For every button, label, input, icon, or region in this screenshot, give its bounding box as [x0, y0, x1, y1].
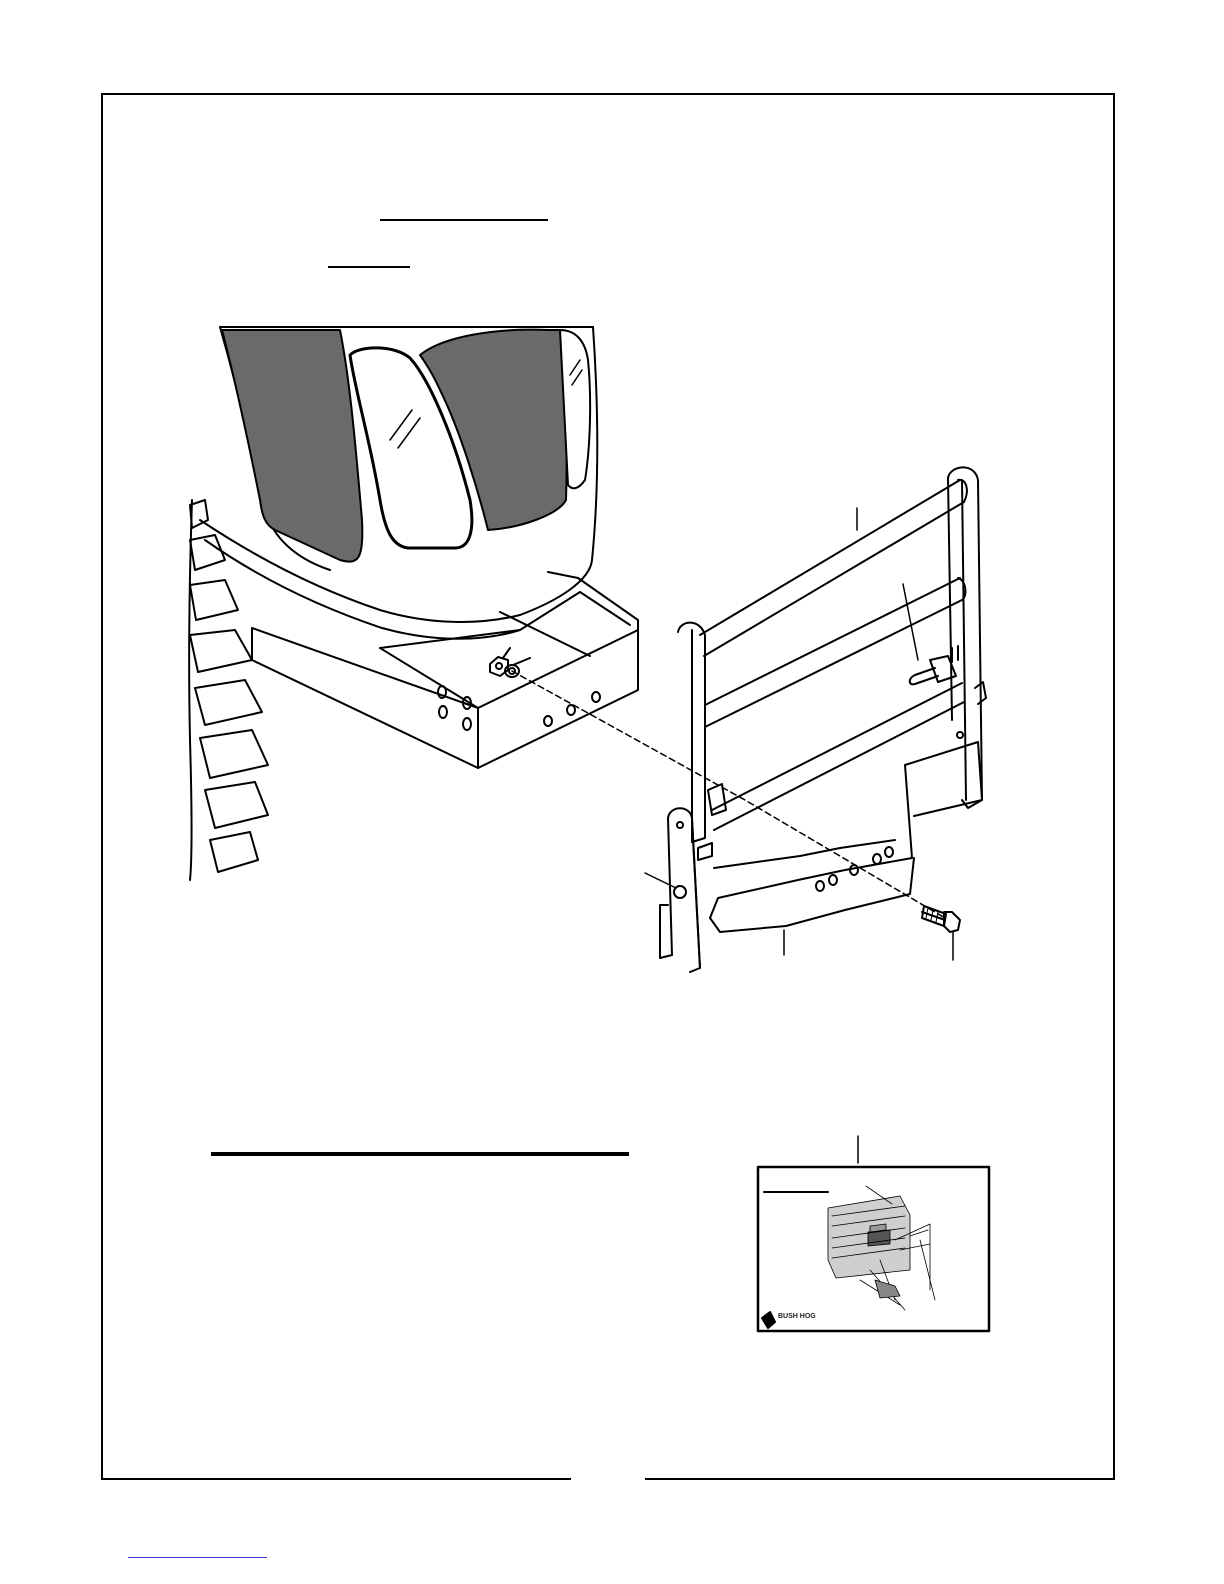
cab-left-window — [222, 330, 362, 562]
alignment-line — [512, 671, 945, 918]
inset-sheet — [758, 1167, 989, 1331]
tractor-drawbar — [252, 572, 638, 768]
tractor-tire — [189, 500, 268, 880]
guard-frame — [660, 467, 986, 972]
inset-brand-logo: BUSH HOG — [778, 1313, 816, 1320]
